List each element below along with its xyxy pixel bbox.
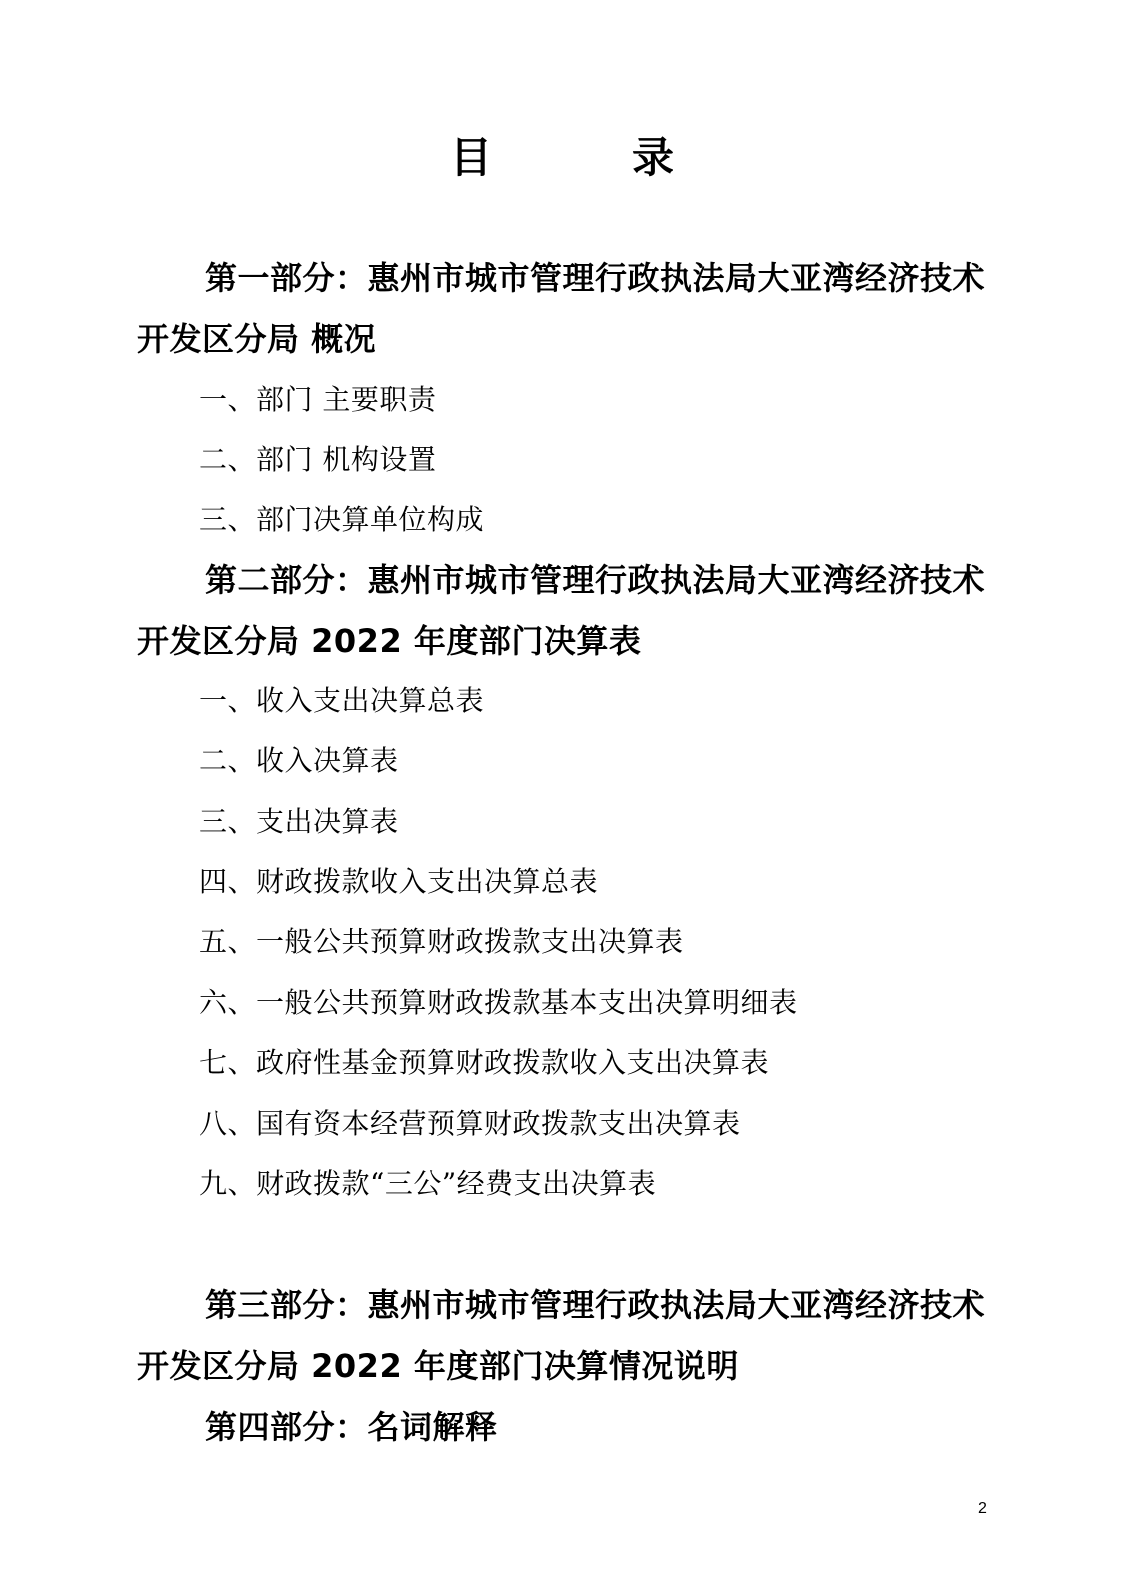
part-2-item-9: 九、财政拨款“三公”经费支出决算表 (199, 1167, 657, 1200)
page-number: 2 (978, 1500, 987, 1517)
part-1-heading: 第一部分：惠州市城市管理行政执法局大亚湾经济技术开发区分局 概况 (137, 259, 986, 358)
part-1-item-1: 一、部门 主要职责 (199, 383, 437, 416)
part-3-heading: 第三部分：惠州市城市管理行政执法局大亚湾经济技术开发区分局 2022 年度部门决算情况说明 (137, 1286, 986, 1385)
part-4-heading: 第四部分：名词解释 (205, 1408, 498, 1446)
part-1-item-3: 三、部门决算单位构成 (199, 503, 485, 536)
part-2-item-6: 六、一般公共预算财政拨款基本支出决算明细表 (199, 986, 798, 1019)
part-2-item-7: 七、政府性基金预算财政拨款收入支出决算表 (199, 1046, 770, 1079)
page-title (0, 128, 1124, 188)
title-char-1: 目 (449, 133, 492, 182)
part-2-item-3: 三、支出决算表 (199, 805, 399, 838)
part-1-item-2: 二、部门 机构设置 (199, 443, 437, 476)
part-2-item-1: 一、收入支出决算总表 (199, 684, 485, 717)
part-2-item-4: 四、财政拨款收入支出决算总表 (199, 865, 599, 898)
title-char-2: 录 (632, 133, 675, 182)
part-2-item-2: 二、收入决算表 (199, 744, 399, 777)
part-2-item-8: 八、国有资本经营预算财政拨款支出决算表 (199, 1107, 741, 1140)
part-2-item-5: 五、一般公共预算财政拨款支出决算表 (199, 925, 684, 958)
part-2-heading: 第二部分：惠州市城市管理行政执法局大亚湾经济技术开发区分局 2022 年度部门决算表 (137, 561, 986, 660)
